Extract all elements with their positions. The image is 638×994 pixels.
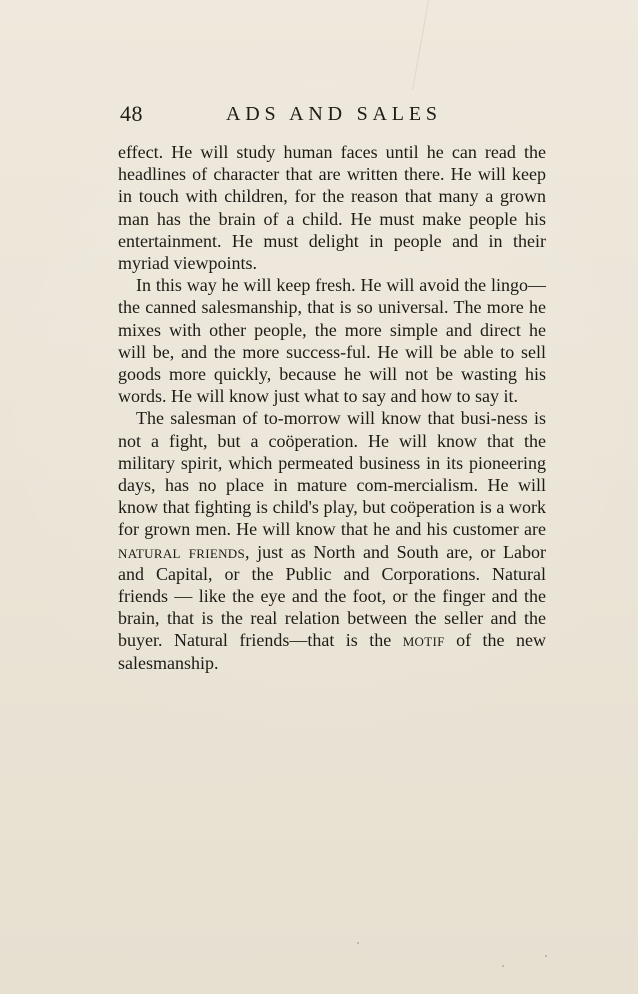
paragraph-1: effect. He will study human faces until he can read the headlines of character that are written there. He will keep in touch with children, for the reason that many a grown man has the brain of a child. He must make people his entertainment. He must delight in people and in their myriad viewpoints. (118, 142, 546, 274)
running-title: ADS AND SALES (226, 103, 442, 125)
page-header (120, 101, 550, 135)
paper-speck (545, 955, 547, 957)
body-text (118, 141, 546, 674)
paragraph-3 (118, 407, 546, 673)
paragraph-3-text-middle: , just as North and South are, or Labor and Capital, or the Public and Corporations. Natural friends — like the eye and the foot, or the finger and the brain, that is the real relation between the seller and the buyer. Natural friends—that is the (118, 541, 546, 651)
natural-friends-smallcaps: natural friends (118, 541, 245, 562)
page-crease (412, 0, 443, 90)
paper-speck (502, 965, 504, 967)
paper-speck (357, 942, 359, 944)
paragraph-3-text-start: The salesman of to-morrow will know that busi-ness is not a fight, but a coöperation. He will know that the military spirit, which permeated business in its pioneering days, has no place in mature com-mercialism. He will know that fighting is child's play, but coöperation is a work for grown men. He will know that he and his customer are (118, 408, 546, 540)
paragraph-2: In this way he will keep fresh. He will avoid the lingo—the canned salesmanship, that is so universal. The more he mixes with other people, the more simple and direct he will be, and the more success-ful. He will be able to sell goods more quickly, because he will not be wasting his words. He will know just what to say and how to say it. (118, 275, 546, 407)
paragraph-3-text-end: of the new salesmanship. (118, 630, 546, 673)
page-number: 48 (120, 101, 143, 126)
motif-smallcaps: motif (402, 630, 445, 651)
